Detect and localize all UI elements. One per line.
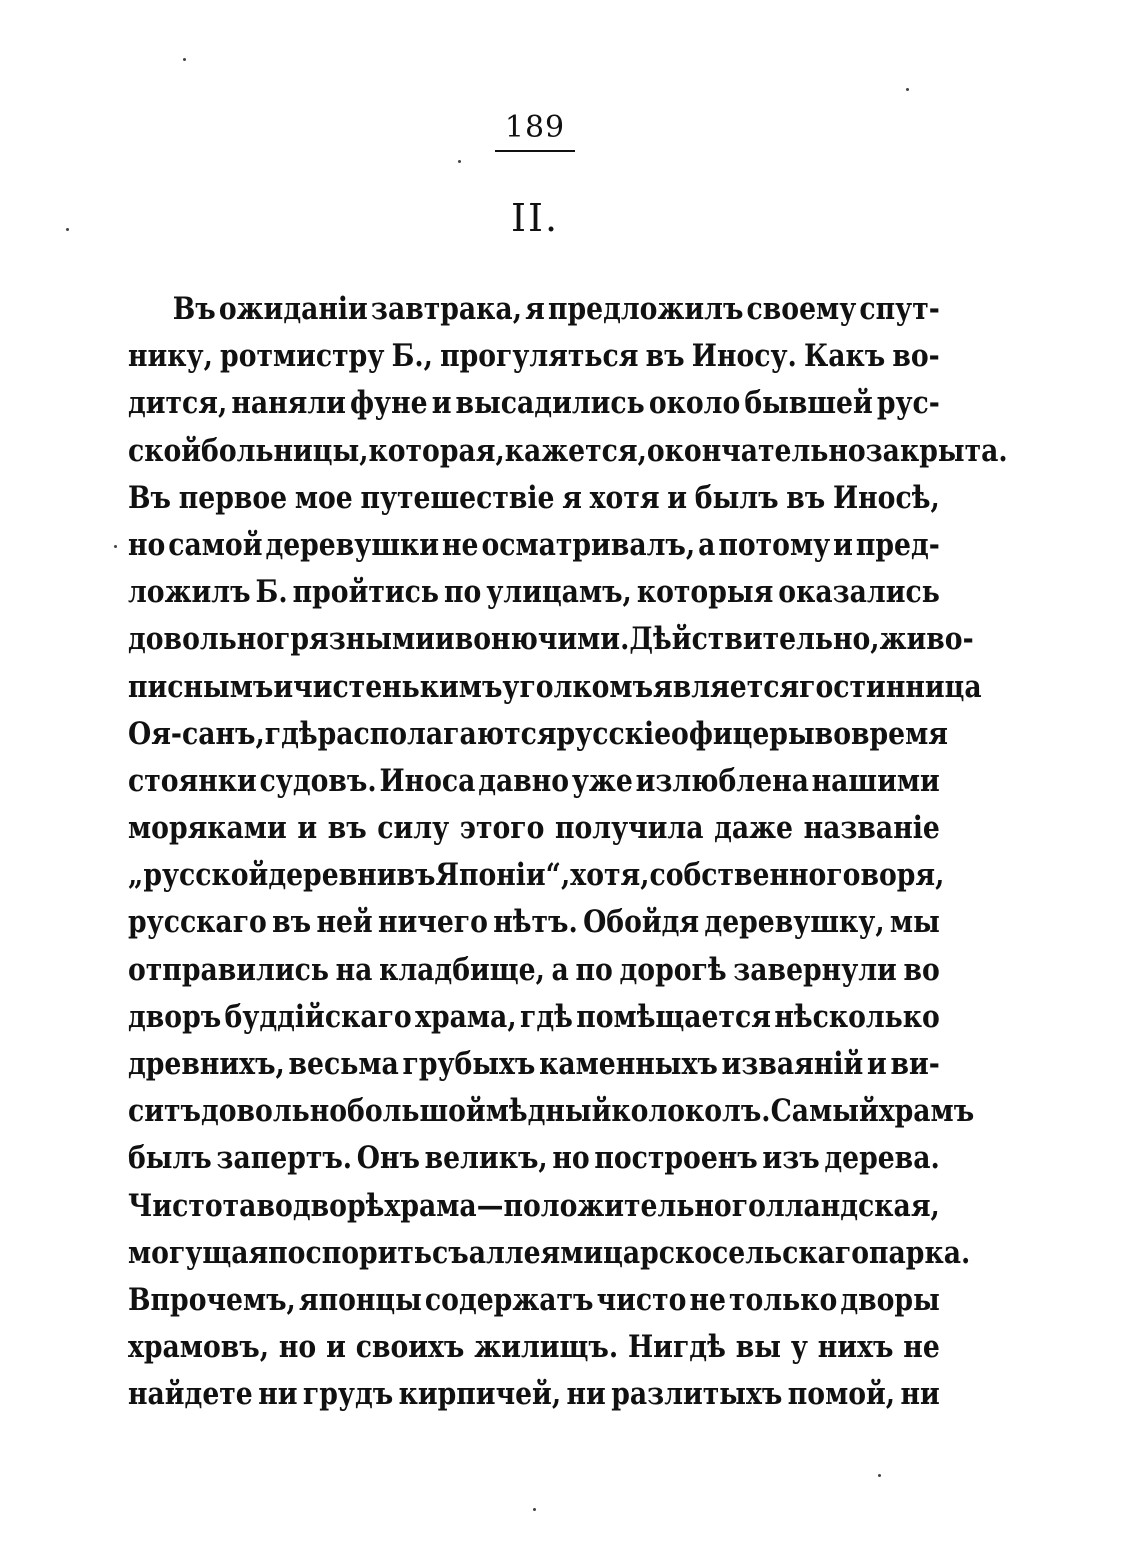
word: завернули [733,951,897,988]
word: дворъ [128,998,222,1035]
text-line [128,758,940,805]
word: и [833,526,853,563]
word: рус- [876,385,940,422]
word: нашими [811,762,940,799]
word: въ [272,904,312,941]
word: чисто [596,1281,687,1318]
word: а [698,526,716,563]
word: Иноса [379,762,476,799]
word: но [128,526,166,563]
word: спут- [859,291,940,327]
word: самой [168,526,263,563]
word: ложилъ [128,574,251,611]
word: прогуляться [440,338,639,375]
word: нихъ [817,1329,894,1366]
word: стоянки [128,762,257,799]
chapter-heading: II. [510,196,560,240]
word: на [335,951,373,988]
word: Какъ [803,338,886,375]
word: уже [571,762,633,799]
word: дорогѣ [619,951,727,988]
word: разлитыхъ [611,1376,783,1413]
word: получила [554,810,704,847]
word: Иносу. [691,338,797,375]
text-line [128,899,940,946]
word: и [431,385,452,422]
text-line [128,286,940,333]
word: своему [746,291,857,327]
word: живо- [879,621,974,658]
word: найдете [128,1376,253,1413]
word: не [442,526,479,563]
word: дится, [128,385,228,422]
text-line [128,1324,940,1371]
word: Въ [128,479,171,516]
word: ситъ [128,1093,201,1130]
word: отправились [128,951,329,988]
word: ни [900,1376,940,1413]
word: у [790,1329,808,1366]
word: изваяній [721,1046,864,1082]
word: вонючими. [454,621,630,658]
word: кажется, [504,432,647,469]
word: первое [178,479,288,516]
text-line [128,333,940,380]
word: грудъ [302,1376,394,1413]
word: я [525,291,545,327]
text-line [128,475,940,522]
word: наняли [231,385,346,422]
word: деревушку, [704,904,885,941]
word: въ [396,857,436,894]
word: располагаются [317,715,557,752]
text-line [128,852,945,899]
word: ничего [378,904,488,941]
word: фуне [350,385,428,422]
word: великъ, [424,1140,548,1177]
header-rule [495,150,575,152]
word: окончательно [646,432,866,469]
word: дворы [840,1281,940,1318]
word: этого [459,810,545,847]
word: ни [566,1376,606,1413]
word: положительно [503,1187,732,1224]
word: является [653,668,800,705]
scan-speck [66,228,69,231]
word: около [648,385,741,422]
word: каменныхъ [539,1046,718,1082]
word: ротмистру [220,338,385,375]
text-line [128,616,974,663]
word: построенъ [594,1140,758,1177]
word: говоря, [826,857,945,894]
word: и [667,479,688,516]
word: буддійскаго [224,998,412,1035]
word: уголкомъ [502,668,654,705]
word: предложилъ [547,291,744,327]
text-line [128,569,940,616]
word: закрыта. [865,432,1008,469]
word: русскаго [128,904,267,941]
word: грязными [274,621,435,658]
word: во [814,715,851,752]
word: храма, [415,998,517,1035]
word: мѣдный [485,1093,612,1130]
word: русскіе [556,715,672,752]
word: древнихъ, [128,1046,285,1082]
word: названіе [803,810,940,847]
word: запертъ. [216,1140,353,1177]
word: пред- [855,526,940,563]
word: помѣщается [576,998,771,1035]
text-line [128,947,940,994]
text-line [128,522,940,569]
word: Чистота [128,1187,257,1224]
word: офицеры [671,715,815,752]
word: высадились [455,385,645,422]
word: ожиданіи [218,291,368,327]
word: нѣсколько [774,998,940,1035]
word: не [903,1329,940,1366]
word: не [689,1281,726,1318]
word: гдѣ [519,998,573,1035]
word: храма [384,1187,477,1224]
word: деревушки [265,526,440,563]
word: судовъ. [259,762,377,799]
word: въ [645,338,685,375]
word: былъ [128,1140,212,1177]
word: давно [478,762,570,799]
text-line [128,1041,940,1088]
word: силу [377,810,450,847]
text-line [128,1230,971,1277]
word: колоколъ. [611,1093,771,1130]
page-number: 189 [504,110,566,145]
word: даже [714,810,794,847]
word: собственно [649,857,827,894]
word: Въ [172,291,216,327]
word: но [552,1140,590,1177]
word: путешествіе [360,479,555,516]
word: по [444,574,482,611]
text-line [128,711,948,758]
word: „русской [128,857,269,894]
word: поспорить [268,1234,433,1271]
word: ской [128,432,202,469]
word: Дѣйствительно, [629,621,880,658]
word: Онъ [356,1140,420,1177]
word: храмовъ, [128,1329,270,1366]
word: японцы [298,1281,422,1318]
word: въ [786,479,826,516]
word: потому [718,526,831,563]
word: жилищъ. [474,1329,619,1366]
word: Иносѣ, [832,479,940,516]
word: которыя [636,574,774,611]
word: весьма [288,1046,399,1082]
word: Б. [255,574,288,611]
scan-speck [183,58,186,61]
scan-speck [458,160,461,163]
text-line [128,1277,940,1324]
word: и [273,668,294,705]
word: во- [892,338,940,375]
word: только [729,1281,838,1318]
scan-speck [114,545,117,548]
word: во [256,1187,293,1224]
word: пройтись [292,574,439,611]
text-line [128,1371,940,1418]
word: большой [347,1093,486,1130]
word: оказались [778,574,940,611]
text-line [128,664,982,711]
word: ви- [890,1046,940,1082]
word: вы [735,1329,781,1366]
word: завтрака, [370,291,523,327]
word: Обойдя [583,904,700,941]
word: Японіи“, [435,857,571,894]
word: и [297,810,318,847]
word: больницы, [201,432,369,469]
word: бывшей [744,385,873,422]
word: излюблена [635,762,809,799]
word: дерева. [824,1140,940,1177]
word: хотя [589,479,660,516]
scan-speck [533,1508,536,1511]
word: мы [889,904,940,941]
word: время [850,715,948,752]
word: моряками [128,810,287,847]
word: мое [294,479,353,516]
word: голландская, [731,1187,940,1224]
word: съ [432,1234,469,1271]
word: хотя, [570,857,650,894]
word: и [326,1329,346,1366]
text-line [128,1183,940,1230]
word: Впрочемъ, [128,1281,296,1318]
text-line [128,380,940,427]
word: которая, [368,432,505,469]
text-line [128,1088,975,1135]
word: дворѣ [292,1187,385,1224]
word: довольно [200,1093,348,1130]
scan-speck [906,88,909,91]
text-line [128,994,940,1041]
word: и [434,621,455,658]
word: помой, [787,1376,896,1413]
word: Оя-санъ, [128,715,265,752]
scan-speck [878,1474,881,1477]
word: — [476,1187,504,1224]
text-line [128,1135,940,1182]
word: ней [316,904,373,941]
word: аллеями [468,1234,604,1271]
word: царскосельскаго [603,1234,870,1271]
word: довольно [128,621,275,658]
word: улицамъ, [486,574,632,611]
text-line [128,805,940,852]
word: чистенькимъ [293,668,503,705]
word: Б., [391,338,433,375]
word: гостинница [799,668,982,705]
word: содержатъ [424,1281,594,1318]
word: и [866,1046,887,1082]
word: гдѣ [264,715,318,752]
word: кладбище, [379,951,545,988]
word: я [562,479,582,516]
word: писнымъ [128,668,274,705]
word: нѣтъ. [493,904,578,941]
word: но [278,1329,317,1366]
word: по [575,951,613,988]
word: ни [258,1376,298,1413]
word: деревни [268,857,397,894]
word: а [551,951,569,988]
body-text [128,286,1008,1419]
word: могущая [128,1234,269,1271]
word: грубыхъ [402,1046,536,1082]
word: во [903,951,940,988]
word: осматривалъ, [481,526,696,563]
word: храмъ [878,1093,975,1130]
word: Самый [770,1093,879,1130]
word: нику, [128,338,213,375]
text-line [128,428,1008,475]
word: Нигдѣ [627,1329,726,1366]
word: кирпичей, [398,1376,562,1413]
word: своихъ [355,1329,465,1366]
word: изъ [762,1140,820,1177]
word: въ [327,810,367,847]
word: парка. [869,1234,971,1271]
word: былъ [694,479,779,516]
